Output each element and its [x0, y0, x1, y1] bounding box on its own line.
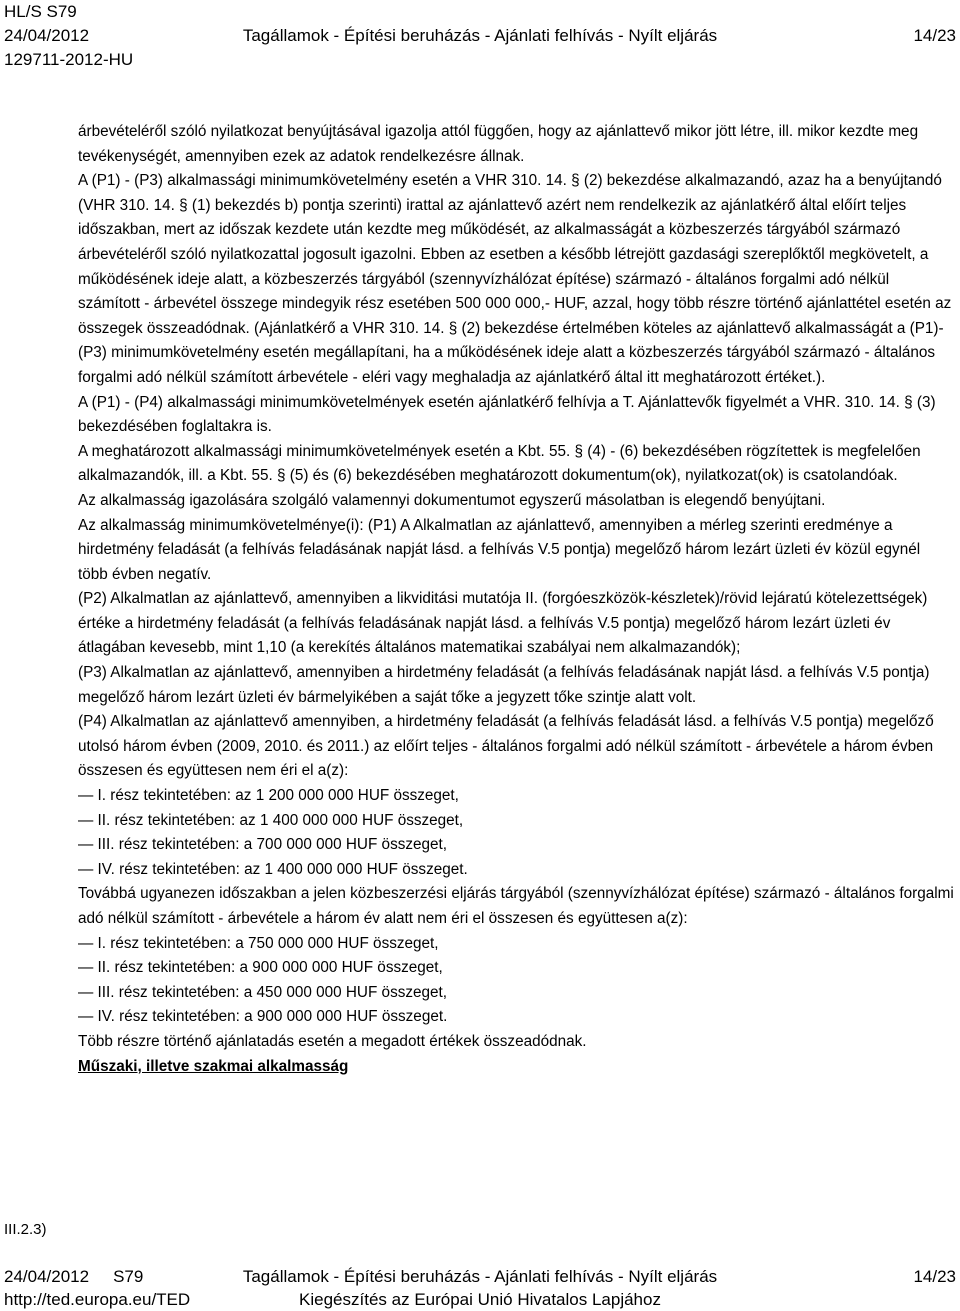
list-item: — IV. rész tekintetében: az 1 400 000 000 HUF összeget. [78, 860, 468, 878]
section-number: III.2.3) [4, 1221, 47, 1238]
footer-page-number: 14/23 [913, 1267, 956, 1286]
header-series: HL/S S79 [4, 2, 77, 21]
section-title: Műszaki, illetve szakmai alkalmasság [78, 1057, 349, 1075]
body-paragraph: Több részre történő ajánlatadás esetén a megadott értékek összeadódnak. [78, 1032, 587, 1050]
list-item: — I. rész tekintetében: a 750 000 000 HUF összeget, [78, 934, 439, 952]
header-title: Tagállamok - Építési beruházás - Ajánlati felhívás - Nyílt eljárás [242, 26, 718, 45]
body-paragraph: (P3) Alkalmatlan az ajánlattevő, amennyiben a hirdetmény feladását (a felhívás feladásának napját lásd. a felhívás V.5 pontja) megelőző három lezárt üzleti év bármelyikében a saját tőke a jegyzett tőke szintje alatt volt. [78, 664, 930, 706]
footer-date: 24/04/2012 [4, 1267, 90, 1286]
body-paragraph: (P2) Alkalmatlan az ajánlattevő, amennyiben a likviditási mutatója II. (forgóeszközök-készletek)/rövid lejáratú kötelezettségek) értéke a hirdetmény feladását (a felhívás feladásának napját lásd. a felhívás V.5 pontja) megelőző három lezárt üzleti év átlagában kevesebb, mint 1,10 (a kerekítés általános matematikai szabályai nem alkalmazandók); [78, 590, 928, 657]
footer-publisher: Kiegészítés az Európai Unió Hivatalos Lapjához [299, 1290, 661, 1309]
list-item: — III. rész tekintetében: a 700 000 000 HUF összeget, [78, 836, 448, 854]
body-paragraph: Az alkalmasság minimumkövetelménye(i): (P1) A Alkalmatlan az ajánlattevő, amennyiben a mérleg szerinti eredménye a hirdetmény feladását (a felhívás feladásának napját lásd. a felhívás V.5 pontja) megelőző három lezárt üzleti év közül egynél több évben negatív. [78, 516, 921, 583]
body-paragraph: A (P1) - (P4) alkalmassági minimumkövetelmények esetén ajánlatkérő felhívja a T. Ajánlattevők figyelmét a VHR. 310. 14. § (3) bekezdésében foglaltakra is. [78, 393, 936, 436]
body-paragraph: A (P1) - (P3) alkalmassági minimumkövetelmény esetén a VHR 310. 14. § (2) bekezdése alkalmazandó, azaz ha a benyújtandó (VHR 310. 14. § (1) bekezdés b) pontja szerinti) irattal az ajánlattevő azért nem rendelkezik az ajánlatkérő által előírt teljes időszakban, mert az időszak kezdete után kezdte meg működését, az alkalmasságát a közbeszerzés tárgyából származó árbevételéről szóló nyilatkozattal jogosult igazolni. Ebben az esetben a később létrejött gazdasági szereplőktől megkövetelt, a működésének ideje alatt, a közbeszerzés tárgyából (szennyvízhálózat építése) származó - általános forgalmi adó nélkül számított - árbevétel összege mindegyik rész esetében 500 000 000,- HUF, azzal, hogy több részre történő ajánlattétel esetén az összegek összeadódnak. (Ajánlatkérő a VHR 310. 14. § (2) bekezdése értelmében köteles az ajánlattevő alkalmasságát a (P1)-(P3) minimumkövetelmény esetén megállapítani, ha a működésének ideje alatt a közbeszerzés tárgyából származó - általános forgalmi adó nélkül számított árbevétele - eléri vagy meghaladja az ajánlatkérő által itt meghatározott értéket.). [78, 172, 952, 386]
footer-url: http://ted.europa.eu/TED [4, 1290, 191, 1309]
footer-title: Tagállamok - Építési beruházás - Ajánlati felhívás - Nyílt eljárás [242, 1267, 718, 1286]
header-doc-id: 129711-2012-HU [4, 50, 134, 69]
document-body [78, 120, 954, 1079]
body-paragraph: Továbbá ugyanezen időszakban a jelen közbeszerzési eljárás tárgyából (szennyvízhálózat építése) származó - általános forgalmi adó nélkül számított - árbevétele a három év alatt nem éri el összesen és együttesen a(z): [78, 885, 954, 927]
body-paragraph: Az alkalmasság igazolására szolgáló valamennyi dokumentumot egyszerű másolatban is elegendő benyújtani. [78, 491, 826, 509]
body-paragraph: (P4) Alkalmatlan az ajánlattevő amennyiben, a hirdetmény feladását (a felhívás feladását lásd. a felhívás V.5 pontja) megelőző utolsó három évben (2009, 2010. és 2011.) az előírt teljes - általános forgalmi adó nélkül számított - árbevétele a három évben összesen és együttesen nem éri el a(z): [78, 713, 934, 780]
body-paragraph: A meghatározott alkalmassági minimumkövetelmények esetén a Kbt. 55. § (4) - (6) bekezdésében rögzítettek is megfelelően alkalmazandók, ill. a Kbt. 55. § (5) és (6) bekezdésében meghatározott dokumentum(ok), nyilatkozat(ok) is csatolandóak. [78, 442, 921, 485]
list-item: — II. rész tekintetében: a 900 000 000 HUF összeget, [78, 959, 443, 977]
list-item: — I. rész tekintetében: az 1 200 000 000 HUF összeget, [78, 787, 459, 805]
list-item: — IV. rész tekintetében: a 900 000 000 HUF összeget. [78, 1008, 448, 1026]
body-paragraph: árbevételéről szóló nyilatkozat benyújtásával igazolja attól függően, hogy az ajánlattevő mikor jött létre, ill. mikor kezdte meg tevékenységét, amennyiben ezek az adatok rendelkezésre állnak. [78, 123, 919, 165]
footer-series: S79 [113, 1267, 144, 1286]
list-item: — III. rész tekintetében: a 450 000 000 HUF összeget, [78, 983, 448, 1001]
header-page-number: 14/23 [913, 26, 956, 45]
list-item: — II. rész tekintetében: az 1 400 000 000 HUF összeget, [78, 811, 464, 829]
header-date: 24/04/2012 [4, 26, 90, 45]
